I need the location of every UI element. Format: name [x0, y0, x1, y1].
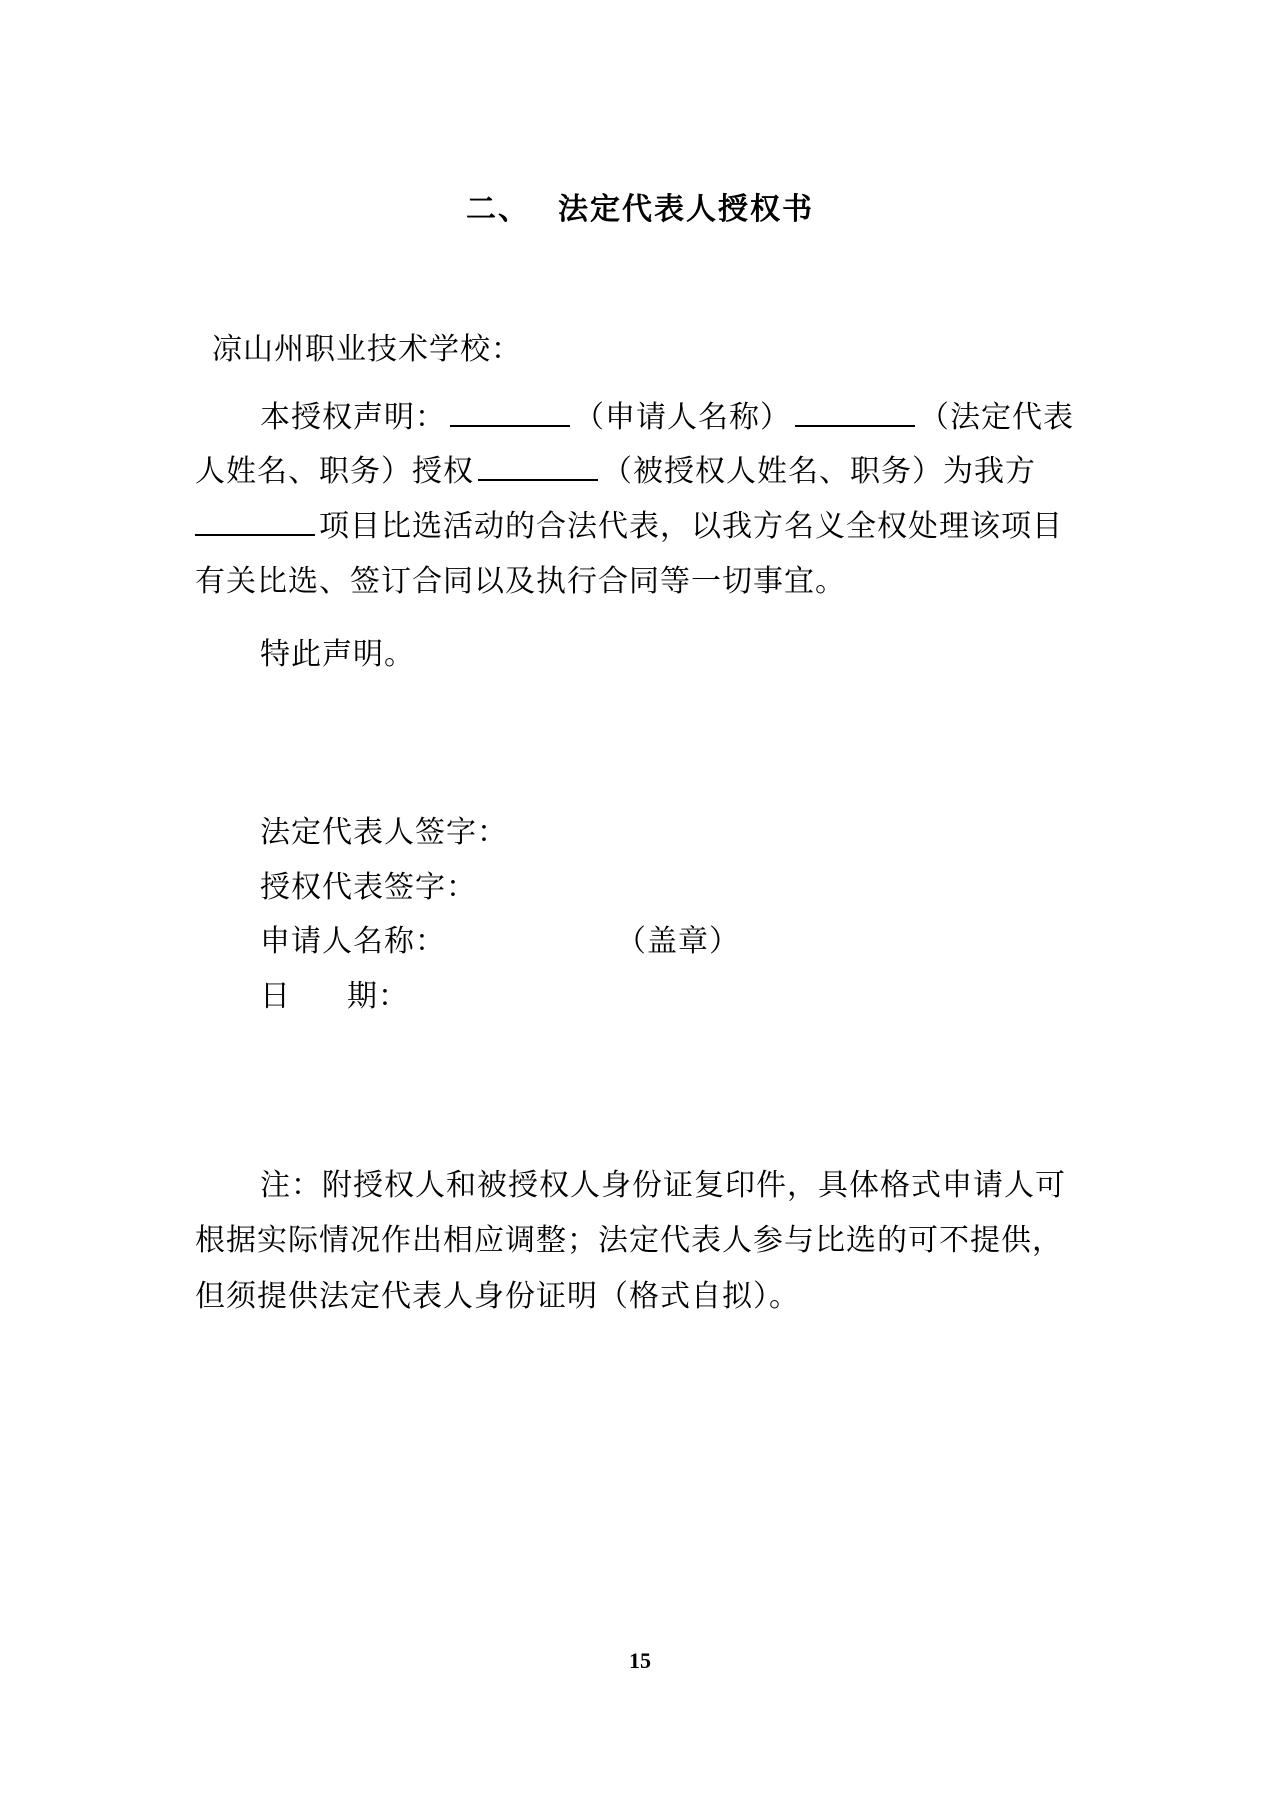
fill-blank [795, 399, 915, 427]
fill-blank [450, 399, 570, 427]
paragraph-line-1 [260, 398, 1074, 438]
paragraph-text: （被授权人姓名、职务）为我方 [602, 454, 1036, 489]
date-label-part1: 日 [260, 979, 291, 1014]
fill-blank [195, 508, 315, 536]
note-line-2: 根据实际情况作出相应调整；法定代表人参与比选的可不提供， [195, 1223, 1063, 1258]
paragraph-line-4: 有关比选、签订合同以及执行合同等一切事宜。 [195, 564, 846, 599]
fill-blank [478, 453, 598, 481]
applicant-name-label: 申请人名称： [260, 924, 446, 959]
paragraph-text: 项目比选活动的合法代表，以我方名义全权处理该项目 [319, 509, 1063, 544]
heading-number: 二、 [466, 192, 530, 227]
paragraph-text: （法定代表 [919, 400, 1074, 435]
note-line-1: 注：附授权人和被授权人身份证复印件，具体格式申请人可 [260, 1168, 1066, 1203]
addressee: 凉山州职业技术学校： [212, 332, 522, 367]
paragraph-text: 人姓名、职务）授权 [195, 454, 474, 489]
paragraph-line-2 [195, 452, 1036, 492]
seal-label: （盖章） [616, 924, 740, 959]
declaration: 特此声明。 [260, 637, 415, 672]
date-row [260, 977, 409, 1017]
applicant-name-row [260, 922, 740, 962]
note-line-3: 但须提供法定代表人身份证明（格式自拟）。 [195, 1279, 800, 1314]
paragraph-line-3 [195, 507, 1063, 547]
date-label-part2: 期： [347, 979, 409, 1014]
paragraph-text: 本授权声明： [260, 400, 446, 435]
legal-rep-signature-label: 法定代表人签字： [260, 815, 508, 850]
auth-rep-signature-label: 授权代表签字： [260, 870, 477, 905]
document-title [0, 184, 1280, 228]
paragraph-text: （申请人名称） [574, 400, 791, 435]
heading-text: 法定代表人授权书 [558, 192, 814, 227]
page-number: 15 [629, 1648, 651, 1673]
